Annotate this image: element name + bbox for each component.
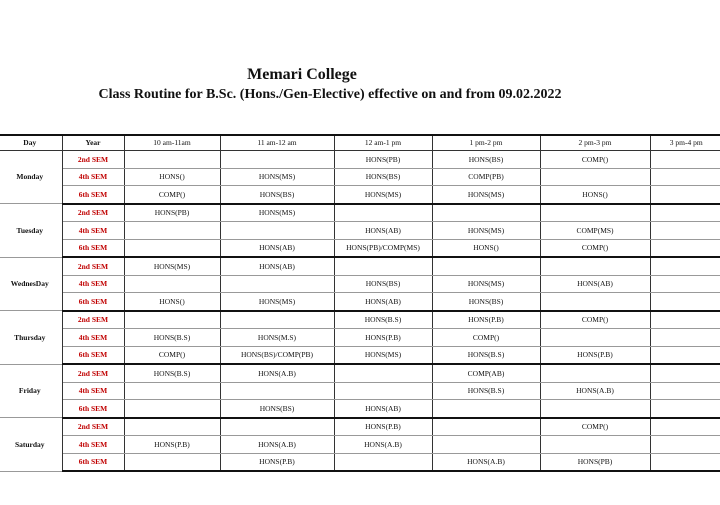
table-row bbox=[0, 239, 720, 257]
class-slot-cell bbox=[540, 257, 650, 275]
table-row bbox=[0, 222, 720, 240]
class-slot-cell: HONS(MS) bbox=[432, 275, 540, 293]
column-header-12pm: 12 am-1 pm bbox=[334, 135, 432, 151]
class-slot-cell bbox=[650, 364, 720, 382]
class-slot-cell bbox=[650, 418, 720, 436]
class-slot-cell bbox=[432, 257, 540, 275]
class-slot-cell bbox=[540, 293, 650, 311]
table-row bbox=[0, 436, 720, 454]
class-slot-cell: HONS(PB) bbox=[540, 453, 650, 471]
class-slot-cell: HONS(AB) bbox=[220, 239, 334, 257]
class-slot-cell bbox=[124, 275, 220, 293]
class-slot-cell: COMP() bbox=[540, 418, 650, 436]
class-slot-cell bbox=[650, 186, 720, 204]
semester-cell: 6th SEM bbox=[62, 346, 124, 364]
class-slot-cell: HONS(P.B) bbox=[220, 453, 334, 471]
class-slot-cell: HONS(B.S) bbox=[124, 329, 220, 347]
semester-cell: 4th SEM bbox=[62, 222, 124, 240]
column-header-year: Year bbox=[62, 135, 124, 151]
class-slot-cell: HONS(MS) bbox=[220, 168, 334, 186]
table-row bbox=[0, 382, 720, 400]
routine-body bbox=[0, 151, 720, 472]
class-slot-cell: HONS(AB) bbox=[220, 257, 334, 275]
semester-cell: 4th SEM bbox=[62, 329, 124, 347]
class-slot-cell bbox=[650, 436, 720, 454]
class-slot-cell bbox=[540, 436, 650, 454]
semester-cell: 4th SEM bbox=[62, 168, 124, 186]
day-cell: Monday bbox=[0, 151, 62, 204]
table-row bbox=[0, 400, 720, 418]
class-slot-cell bbox=[220, 418, 334, 436]
class-slot-cell bbox=[124, 311, 220, 329]
semester-cell: 6th SEM bbox=[62, 293, 124, 311]
table-row bbox=[0, 418, 720, 436]
class-slot-cell bbox=[650, 293, 720, 311]
semester-cell: 6th SEM bbox=[62, 453, 124, 471]
class-slot-cell bbox=[650, 346, 720, 364]
class-slot-cell: HONS(BS) bbox=[432, 293, 540, 311]
table-row bbox=[0, 293, 720, 311]
class-slot-cell: HONS(A.B) bbox=[334, 436, 432, 454]
class-slot-cell: HONS(P.B) bbox=[334, 329, 432, 347]
table-row bbox=[0, 204, 720, 222]
class-slot-cell: HONS(PB) bbox=[124, 204, 220, 222]
class-slot-cell: HONS(BS) bbox=[334, 275, 432, 293]
semester-cell: 2nd SEM bbox=[62, 151, 124, 169]
semester-cell: 2nd SEM bbox=[62, 204, 124, 222]
table-row bbox=[0, 186, 720, 204]
class-slot-cell: COMP(MS) bbox=[540, 222, 650, 240]
class-slot-cell: COMP() bbox=[124, 186, 220, 204]
class-slot-cell bbox=[432, 204, 540, 222]
class-slot-cell: HONS(P.B) bbox=[124, 436, 220, 454]
class-slot-cell bbox=[650, 311, 720, 329]
class-slot-cell: HONS(AB) bbox=[540, 275, 650, 293]
class-slot-cell: HONS(B.S) bbox=[432, 382, 540, 400]
class-slot-cell bbox=[650, 204, 720, 222]
table-row bbox=[0, 257, 720, 275]
class-slot-cell: HONS(P.B) bbox=[540, 346, 650, 364]
day-cell: Saturday bbox=[0, 418, 62, 472]
class-slot-cell bbox=[124, 151, 220, 169]
column-header-10am: 10 am-11am bbox=[124, 135, 220, 151]
class-slot-cell: HONS(A.B) bbox=[220, 436, 334, 454]
class-slot-cell bbox=[220, 151, 334, 169]
class-slot-cell: HONS(MS) bbox=[220, 293, 334, 311]
class-slot-cell: HONS(A.B) bbox=[220, 364, 334, 382]
class-slot-cell: HONS(BS) bbox=[334, 168, 432, 186]
college-name: Memari College bbox=[247, 66, 357, 83]
semester-cell: 4th SEM bbox=[62, 275, 124, 293]
class-slot-cell bbox=[220, 311, 334, 329]
class-slot-cell: HONS(BS) bbox=[220, 400, 334, 418]
class-slot-cell: COMP() bbox=[540, 311, 650, 329]
class-slot-cell: COMP() bbox=[124, 346, 220, 364]
class-slot-cell: HONS(P.B) bbox=[334, 418, 432, 436]
class-slot-cell: HONS(PB) bbox=[334, 151, 432, 169]
class-slot-cell bbox=[334, 204, 432, 222]
class-slot-cell: COMP() bbox=[540, 151, 650, 169]
day-cell: WednesDay bbox=[0, 257, 62, 311]
class-slot-cell: HONS(M.S) bbox=[220, 329, 334, 347]
class-slot-cell: HONS(AB) bbox=[334, 400, 432, 418]
semester-cell: 2nd SEM bbox=[62, 311, 124, 329]
class-slot-cell: HONS(MS) bbox=[334, 346, 432, 364]
class-slot-cell: HONS(B.S) bbox=[334, 311, 432, 329]
day-cell: Thursday bbox=[0, 311, 62, 365]
class-slot-cell bbox=[540, 329, 650, 347]
table-row bbox=[0, 364, 720, 382]
class-slot-cell: HONS(B.S) bbox=[124, 364, 220, 382]
class-slot-cell bbox=[124, 400, 220, 418]
class-slot-cell: HONS() bbox=[124, 293, 220, 311]
table-row bbox=[0, 275, 720, 293]
class-slot-cell bbox=[334, 257, 432, 275]
class-slot-cell: HONS(A.B) bbox=[540, 382, 650, 400]
semester-cell: 4th SEM bbox=[62, 436, 124, 454]
class-slot-cell: HONS(BS) bbox=[220, 186, 334, 204]
routine-title: Class Routine for B.Sc. (Hons./Gen-Elective) effective on and from 09.02.2022 bbox=[98, 87, 562, 102]
column-header-11am: 11 am-12 am bbox=[220, 135, 334, 151]
class-slot-cell: HONS(MS) bbox=[220, 204, 334, 222]
class-slot-cell: COMP(PB) bbox=[432, 168, 540, 186]
class-slot-cell bbox=[220, 382, 334, 400]
class-slot-cell bbox=[650, 168, 720, 186]
class-slot-cell: HONS(BS)/COMP(PB) bbox=[220, 346, 334, 364]
class-slot-cell bbox=[334, 382, 432, 400]
class-slot-cell bbox=[540, 204, 650, 222]
column-header-1pm: 1 pm-2 pm bbox=[432, 135, 540, 151]
semester-cell: 2nd SEM bbox=[62, 364, 124, 382]
table-header-row bbox=[0, 135, 720, 151]
class-slot-cell bbox=[650, 400, 720, 418]
class-slot-cell bbox=[334, 453, 432, 471]
class-slot-cell: HONS() bbox=[432, 239, 540, 257]
class-slot-cell: HONS(PB)/COMP(MS) bbox=[334, 239, 432, 257]
class-slot-cell: HONS(MS) bbox=[124, 257, 220, 275]
class-slot-cell bbox=[650, 239, 720, 257]
class-slot-cell bbox=[124, 382, 220, 400]
class-slot-cell: HONS(AB) bbox=[334, 222, 432, 240]
class-slot-cell: HONS(MS) bbox=[334, 186, 432, 204]
class-slot-cell bbox=[540, 400, 650, 418]
semester-cell: 6th SEM bbox=[62, 186, 124, 204]
column-header-day: Day bbox=[0, 135, 62, 151]
semester-cell: 4th SEM bbox=[62, 382, 124, 400]
class-slot-cell: HONS(BS) bbox=[432, 151, 540, 169]
class-slot-cell bbox=[432, 418, 540, 436]
class-slot-cell: HONS(AB) bbox=[334, 293, 432, 311]
class-slot-cell bbox=[540, 168, 650, 186]
semester-cell: 6th SEM bbox=[62, 400, 124, 418]
class-slot-cell bbox=[650, 151, 720, 169]
class-slot-cell: HONS(MS) bbox=[432, 186, 540, 204]
class-slot-cell bbox=[650, 329, 720, 347]
class-slot-cell bbox=[650, 275, 720, 293]
table-row bbox=[0, 346, 720, 364]
class-slot-cell: COMP() bbox=[540, 239, 650, 257]
table-row bbox=[0, 453, 720, 471]
semester-cell: 6th SEM bbox=[62, 239, 124, 257]
class-slot-cell bbox=[432, 400, 540, 418]
class-slot-cell bbox=[124, 453, 220, 471]
class-slot-cell: COMP(AB) bbox=[432, 364, 540, 382]
semester-cell: 2nd SEM bbox=[62, 257, 124, 275]
class-slot-cell: HONS() bbox=[124, 168, 220, 186]
class-slot-cell bbox=[650, 257, 720, 275]
class-slot-cell bbox=[124, 222, 220, 240]
class-slot-cell bbox=[124, 418, 220, 436]
class-slot-cell bbox=[650, 453, 720, 471]
class-slot-cell bbox=[540, 364, 650, 382]
class-slot-cell bbox=[650, 222, 720, 240]
class-slot-cell: HONS() bbox=[540, 186, 650, 204]
class-slot-cell: HONS(A.B) bbox=[432, 453, 540, 471]
day-cell: Friday bbox=[0, 364, 62, 418]
class-slot-cell bbox=[334, 364, 432, 382]
day-cell: Tuesday bbox=[0, 204, 62, 258]
class-slot-cell: COMP() bbox=[432, 329, 540, 347]
class-slot-cell bbox=[432, 436, 540, 454]
class-slot-cell bbox=[220, 222, 334, 240]
class-slot-cell bbox=[220, 275, 334, 293]
table-row bbox=[0, 168, 720, 186]
class-slot-cell: HONS(P.B) bbox=[432, 311, 540, 329]
class-slot-cell bbox=[124, 239, 220, 257]
table-row bbox=[0, 151, 720, 169]
table-row bbox=[0, 311, 720, 329]
column-header-3pm: 3 pm-4 pm bbox=[650, 135, 720, 151]
routine-table bbox=[0, 134, 720, 472]
table-row bbox=[0, 329, 720, 347]
semester-cell: 2nd SEM bbox=[62, 418, 124, 436]
class-slot-cell bbox=[650, 382, 720, 400]
class-slot-cell: HONS(MS) bbox=[432, 222, 540, 240]
class-slot-cell: HONS(B.S) bbox=[432, 346, 540, 364]
column-header-2pm: 2 pm-3 pm bbox=[540, 135, 650, 151]
